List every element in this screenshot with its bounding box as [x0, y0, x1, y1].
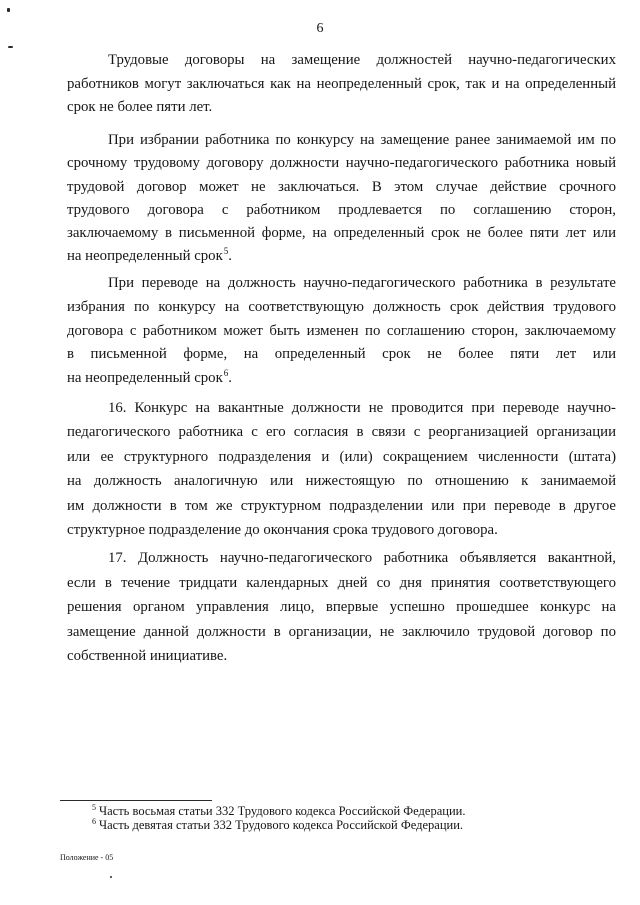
text-line: им должности в том же структурном подразделении или при переводе в другое	[67, 497, 616, 514]
footnotes	[92, 804, 532, 832]
footnote	[92, 818, 532, 832]
text-line: срок не более пяти лет.	[67, 99, 213, 115]
text-line: заключаемому в письменной форме, на определенный срок не более пяти лет или	[67, 225, 616, 242]
paragraph	[67, 546, 616, 669]
text-line	[67, 245, 616, 268]
scan-mark	[110, 876, 112, 878]
text-line: на должность аналогичную или нижестоящую по отношению к занимаемой	[67, 473, 616, 490]
footnote-text: Часть восьмая статьи 332 Трудового кодекса Российской Федерации.	[99, 804, 466, 818]
footnote-marker: 5	[92, 803, 96, 812]
text-line: если в течение тридцати календарных дней со дня принятия соответствующего	[67, 574, 616, 591]
text-line: работников могут заключаться как на неопределенный срок, так и на определенный	[67, 75, 616, 92]
text-line: педагогического работника с его согласия в связи с реорганизацией организации	[67, 424, 616, 441]
text-line: 16. Конкурс на вакантные должности не проводится при переводе научно-	[108, 400, 616, 416]
document-code: Положение - 05	[60, 853, 114, 862]
text-line: При избрании работника по конкурсу на замещение ранее занимаемой им по	[108, 132, 616, 148]
footnote-ref: 6	[223, 368, 229, 379]
sentence-end: .	[228, 370, 232, 387]
sentence-end: .	[228, 248, 232, 265]
text-line: При переводе на должность научно-педагогического работника в результате	[108, 275, 616, 291]
text-line-content: на неопределенный срок	[67, 370, 223, 387]
footnote-marker: 6	[92, 817, 96, 826]
text-line: срочному трудовому договору должности научно-педагогического работника новый	[67, 155, 616, 172]
text-line: или ее структурного подразделения и (или) сокращением численности (штата)	[67, 448, 616, 465]
text-line: 17. Должность научно-педагогического работника объявляется вакантной,	[108, 550, 616, 566]
text-line: замещение данной должности в организации, не заключило трудовой договор по	[67, 623, 616, 640]
paragraph	[67, 396, 616, 542]
text-line: избрания по конкурсу на соответствующую должность срок действия трудового	[67, 298, 616, 315]
text-line	[67, 367, 616, 391]
text-line: трудовой договор может не заключаться. В этом случае действие срочного	[67, 178, 616, 195]
page-number: 6	[316, 21, 324, 36]
paragraph	[67, 49, 616, 120]
footnote	[92, 804, 532, 818]
paragraph	[67, 129, 616, 269]
text-line: Трудовые договоры на замещение должностей научно-педагогических	[108, 52, 616, 68]
footnote-separator	[60, 800, 212, 801]
footnote-text: Часть девятая статьи 332 Трудового кодекса Российской Федерации.	[99, 818, 464, 832]
text-line: трудового договора с работником продлевается по соглашению сторон,	[67, 201, 616, 218]
text-line: структурное подразделение до окончания срока трудового договора.	[67, 522, 498, 539]
text-line-content: на неопределенный срок	[67, 248, 223, 265]
footnote-ref: 5	[223, 246, 229, 257]
text-line: договора с работником может быть изменен по соглашению сторон, заключаемому	[67, 322, 616, 339]
text-line: решения органом управления лицо, впервые успешно прошедшее конкурс на	[67, 599, 616, 615]
scan-mark	[7, 8, 10, 12]
paragraph	[67, 272, 616, 391]
text-line: собственной инициативе.	[67, 648, 228, 664]
text-line: в письменной форме, на определенный срок не более пяти лет или	[67, 346, 616, 363]
scan-mark	[8, 46, 13, 48]
